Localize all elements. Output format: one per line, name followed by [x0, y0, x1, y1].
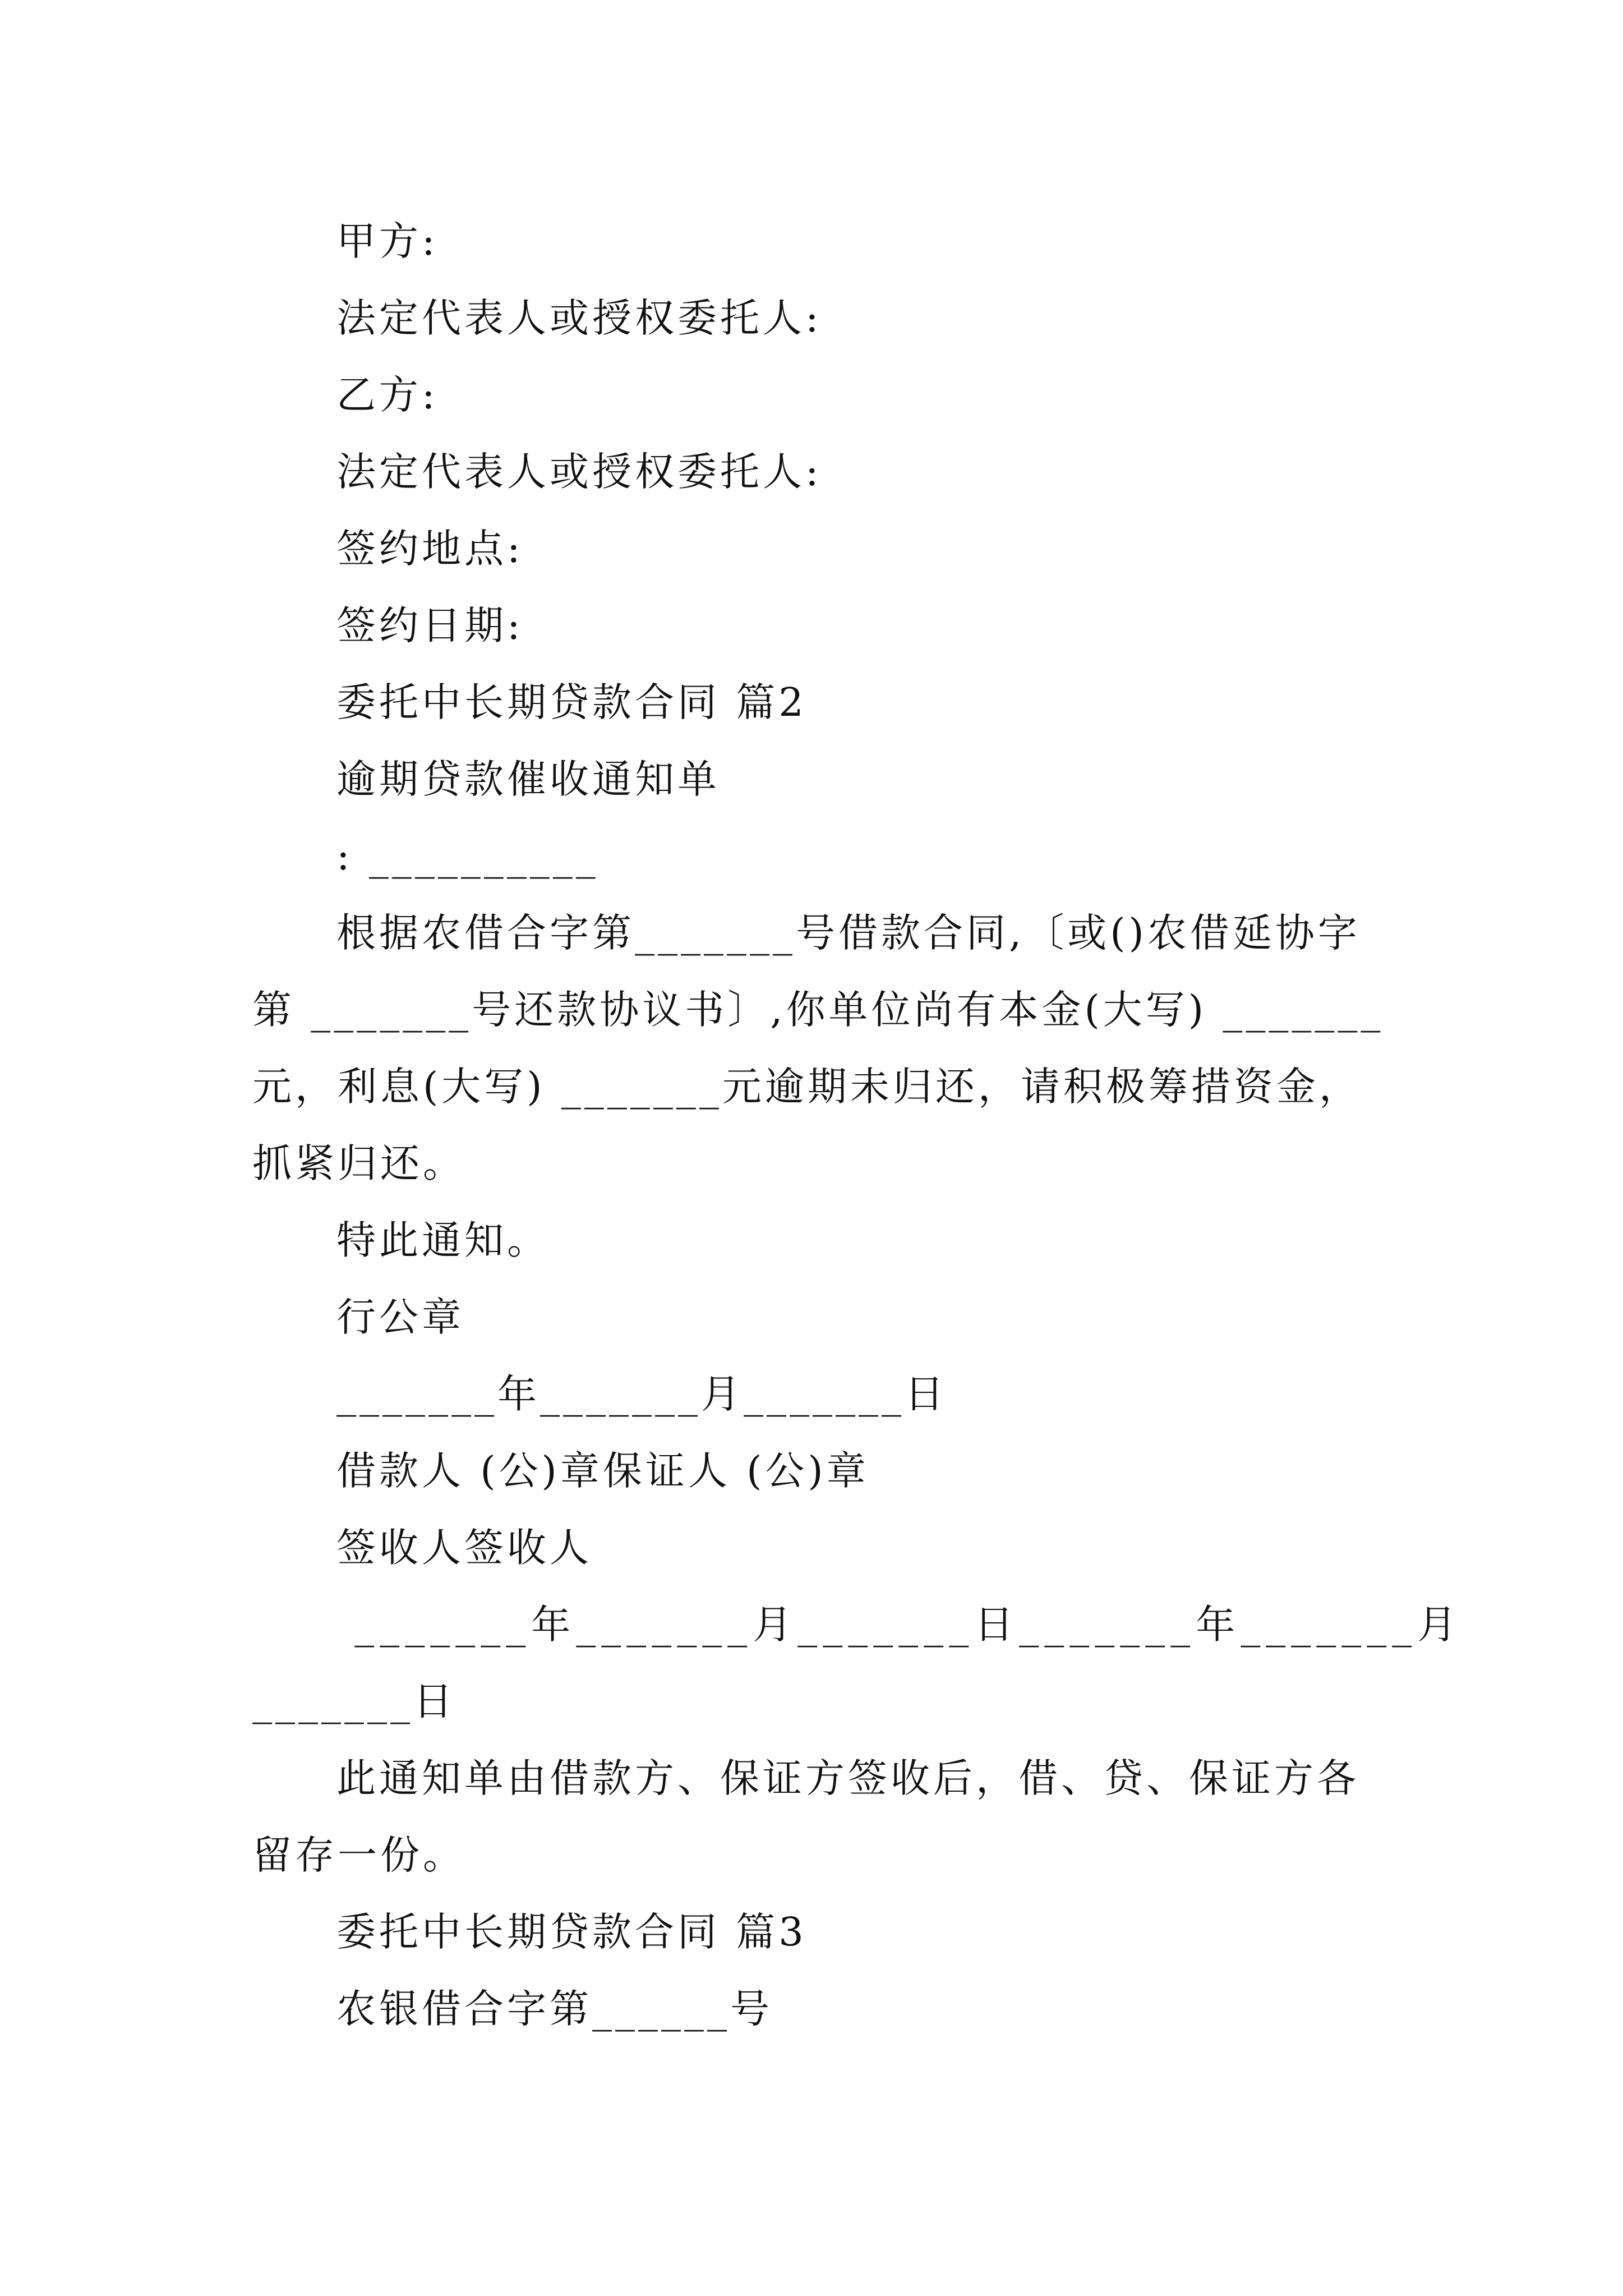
notice-body-line-1: 根据农借合字第_______号借款合同,〔或()农借延协字 — [336, 910, 1361, 956]
signers-line: 签收人签收人 — [336, 1525, 592, 1571]
notice-title: 逾期贷款催收通知单 — [336, 756, 720, 802]
bank-date-line: _______年_______月_______日 — [336, 1371, 947, 1417]
signers-date-line: _______年_______月_______日_______年_______月 — [336, 1602, 1463, 1648]
party-a-representative-label: 法定代表人或授权委托人: — [336, 295, 822, 341]
retention-note-line-1: 此通知单由借款方、保证方签收后，借、贷、保证方各 — [336, 1755, 1359, 1801]
party-b-representative-label: 法定代表人或授权委托人: — [336, 449, 822, 495]
signers-date-line-end: _______日 — [252, 1678, 456, 1724]
recipient-line: : __________ — [336, 833, 599, 879]
notice-body-line-3: 元，利息(大写) _______元逾期未归还，请积极筹措资金， — [252, 1064, 1362, 1110]
party-b-label: 乙方: — [336, 372, 439, 418]
party-a-label: 甲方: — [336, 218, 439, 264]
notice-body-line-4: 抓紧归还。 — [252, 1140, 465, 1186]
section-heading-3: 委托中长期贷款合同 篇3 — [336, 1909, 807, 1955]
retention-note-line-2: 留存一份。 — [252, 1832, 465, 1878]
notice-body-line-2: 第 _______号还款协议书〕,你单位尚有本金(大写) _______ — [252, 987, 1384, 1033]
notice-closing: 特此通知。 — [336, 1217, 550, 1263]
signing-place-label: 签约地点: — [336, 526, 524, 572]
seals-line: 借款人 (公)章保证人 (公)章 — [336, 1448, 869, 1494]
section-heading-2: 委托中长期贷款合同 篇2 — [336, 679, 807, 725]
contract-number-line: 农银借合字第______号 — [336, 1986, 773, 2032]
signing-date-label: 签约日期: — [336, 602, 524, 648]
bank-seal-label: 行公章 — [336, 1294, 464, 1340]
